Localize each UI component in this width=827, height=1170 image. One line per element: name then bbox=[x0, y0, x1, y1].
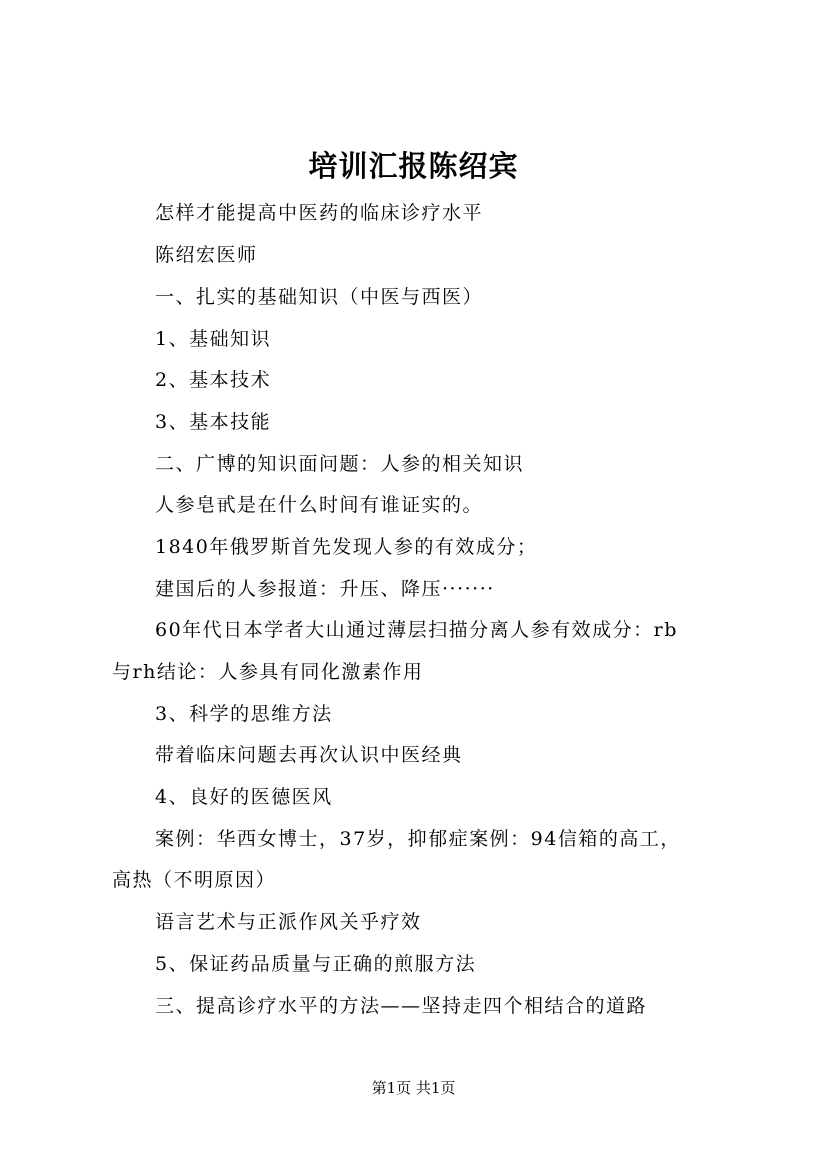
list-item: 5、保证药品质量与正确的煎服方法 bbox=[155, 953, 477, 975]
section-heading: 三、提高诊疗水平的方法——坚持走四个相结合的道路 bbox=[155, 995, 648, 1017]
paragraph-line: 人参皂甙是在什么时间有谁证实的。 bbox=[155, 494, 484, 516]
paragraph-line: 与rh结论：人参具有同化激素作用 bbox=[112, 661, 424, 683]
paragraph-line: 陈绍宏医师 bbox=[155, 244, 258, 266]
paragraph-line: 带着临床问题去再次认识中医经典 bbox=[155, 744, 463, 766]
paragraph-line: 案例：华西女博士，37岁，抑郁症案例：94信箱的高工， bbox=[155, 828, 681, 850]
page-footer: 第1页 共1页 bbox=[371, 1079, 456, 1097]
list-item: 3、基本技能 bbox=[155, 411, 272, 433]
paragraph-line: 建国后的人参报道：升压、降压······· bbox=[155, 578, 495, 600]
list-item: 1、基础知识 bbox=[155, 328, 272, 350]
paragraph-line: 60年代日本学者大山通过薄层扫描分离人参有效成分：rb bbox=[155, 619, 678, 641]
document-title: 培训汇报陈绍宾 bbox=[308, 149, 519, 183]
paragraph-line: 1840年俄罗斯首先发现人参的有效成分； bbox=[155, 536, 538, 558]
paragraph-line: 高热（不明原因） bbox=[112, 869, 277, 891]
section-heading: 二、广博的知识面问题：人参的相关知识 bbox=[155, 453, 525, 475]
list-item: 2、基本技术 bbox=[155, 369, 272, 391]
list-item: 3、科学的思维方法 bbox=[155, 703, 333, 725]
paragraph-line: 怎样才能提高中医药的临床诊疗水平 bbox=[155, 202, 484, 224]
section-heading: 一、扎实的基础知识（中医与西医） bbox=[155, 286, 484, 308]
paragraph-line: 语言艺术与正派作风关乎疗效 bbox=[155, 911, 422, 933]
list-item: 4、良好的医德医风 bbox=[155, 786, 333, 808]
